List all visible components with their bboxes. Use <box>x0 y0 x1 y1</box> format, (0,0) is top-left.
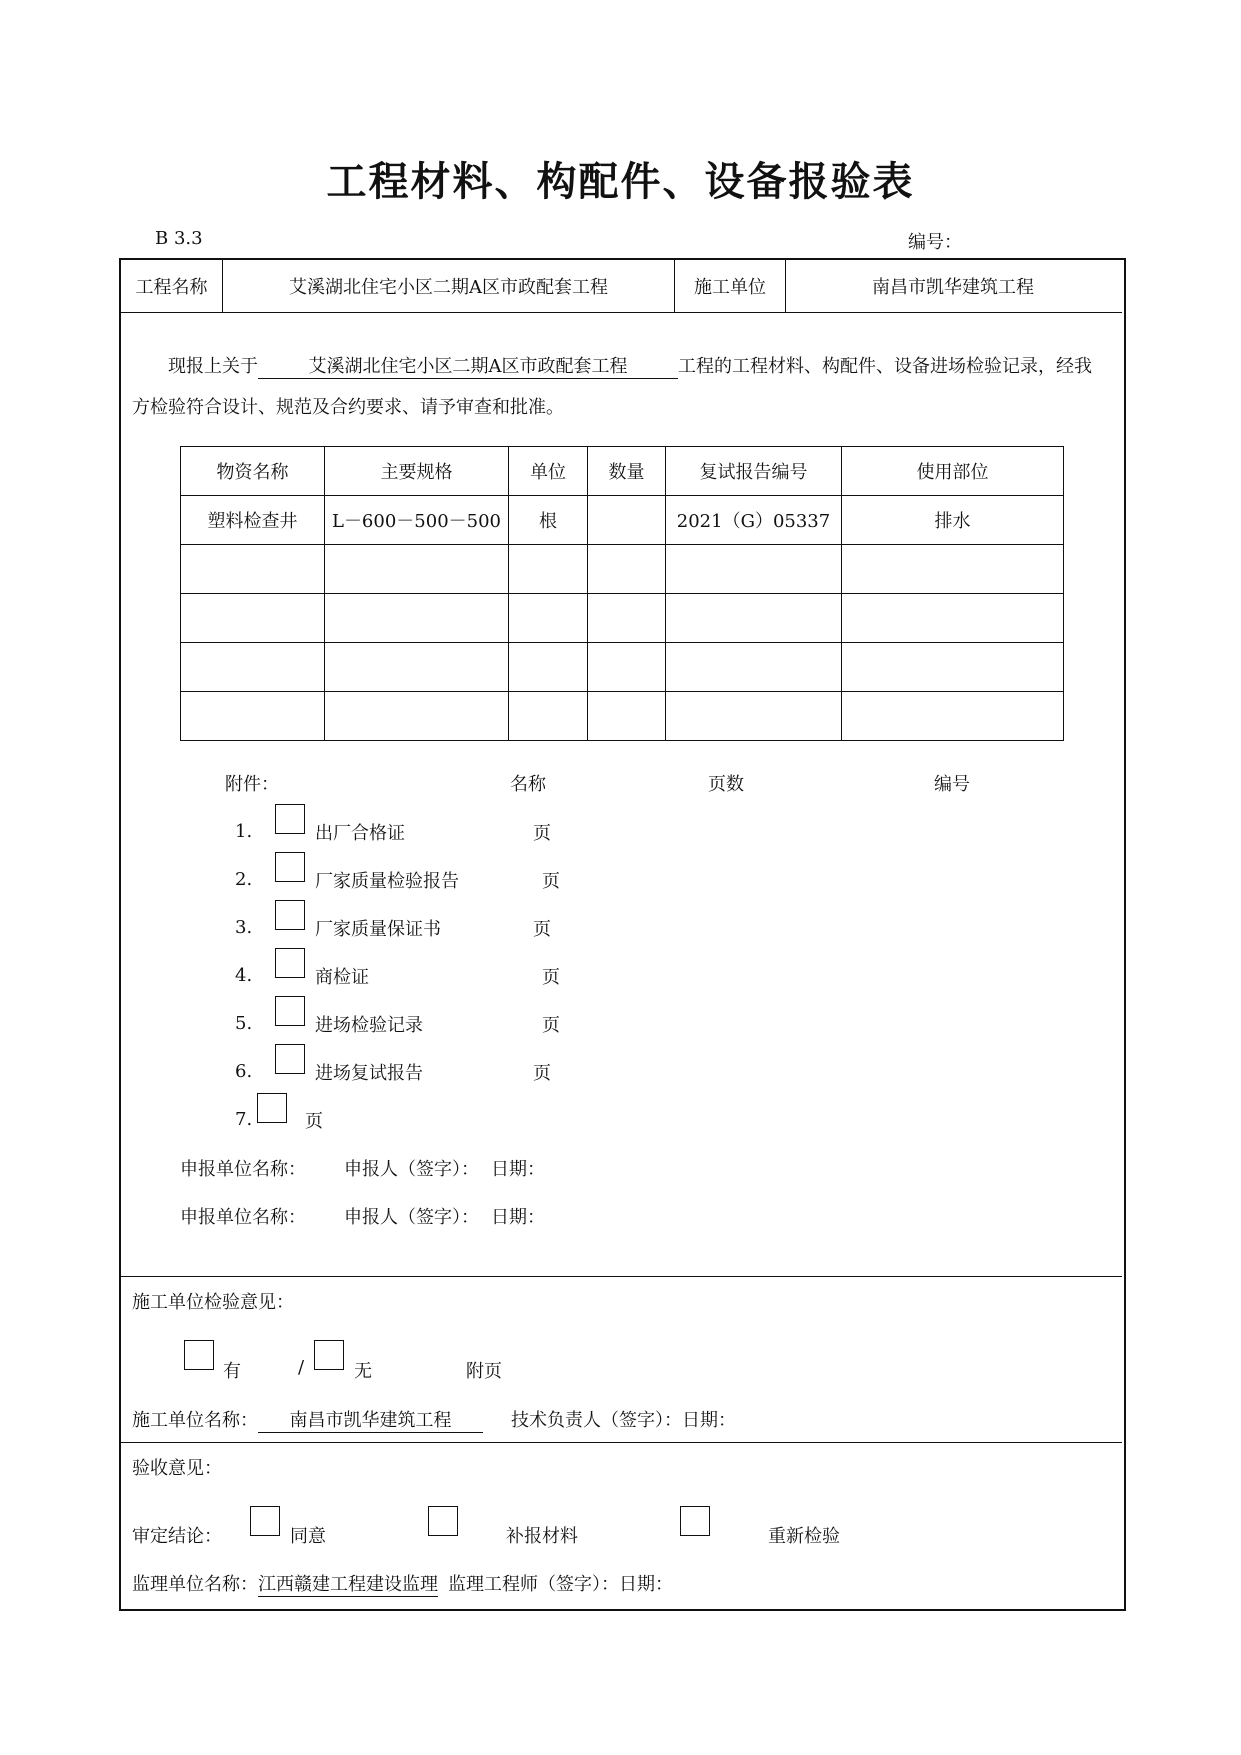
contractor-signature-line <box>132 1406 736 1433</box>
attachment-name: 厂家质量保证书 <box>315 919 441 940</box>
col-header-usage: 使用部位 <box>842 447 1064 496</box>
attachment-checkbox[interactable] <box>275 804 305 834</box>
col-header-quantity: 数量 <box>588 447 666 496</box>
has-attachment-checkbox[interactable] <box>184 1340 214 1370</box>
header-divider <box>121 312 1122 313</box>
cell-quantity <box>588 545 666 594</box>
cell-unit <box>509 594 588 643</box>
contractor-opinion-label: 施工单位检验意见： <box>132 1292 294 1313</box>
attachment-checkbox[interactable] <box>275 852 305 882</box>
cell-material <box>181 545 325 594</box>
cell-material <box>181 692 325 741</box>
cell-quantity <box>588 496 666 545</box>
attachment-pages: 页 <box>542 1015 560 1036</box>
col-header-report-number: 复试报告编号 <box>666 447 842 496</box>
serial-number-label: 编号： <box>908 232 962 253</box>
attachments-col-number: 编号 <box>934 774 970 795</box>
col-header-unit: 单位 <box>509 447 588 496</box>
supplement-label: 补报材料 <box>506 1526 578 1547</box>
col-header-material: 物资名称 <box>181 447 325 496</box>
attachment-number: 2. <box>235 869 253 890</box>
agree-label: 同意 <box>290 1526 326 1547</box>
form-code: B 3.3 <box>155 228 203 249</box>
cell-usage <box>842 692 1064 741</box>
attachments-col-pages: 页数 <box>708 774 744 795</box>
tech-lead-signature-label: 技术负责人（签字）：日期： <box>511 1410 736 1431</box>
cell-report-number <box>666 594 842 643</box>
attachment-name: 商检证 <box>315 967 369 988</box>
attachment-pages: 页 <box>305 1111 323 1132</box>
attachment-checkbox[interactable] <box>275 900 305 930</box>
table-row <box>181 692 1064 741</box>
cell-usage <box>842 643 1064 692</box>
attachment-name: 厂家质量检验报告 <box>315 871 459 892</box>
supervisor-unit-label: 监理单位名称： <box>132 1574 258 1595</box>
declare-date-label: 日期： <box>491 1159 545 1180</box>
cell-spec: L－600－500－500 <box>325 496 509 545</box>
attachments-label: 附件： <box>225 774 279 795</box>
agree-checkbox[interactable] <box>250 1506 280 1536</box>
attachment-checkbox[interactable] <box>275 948 305 978</box>
report-paragraph-line2: 方检验符合设计、规范及合约要求、请予审查和批准。 <box>132 397 564 418</box>
cell-usage <box>842 545 1064 594</box>
attachment-number: 1. <box>235 821 253 842</box>
acceptance-label: 验收意见： <box>132 1458 222 1479</box>
cell-usage: 排水 <box>842 496 1064 545</box>
project-name-label: 工程名称 <box>135 277 208 298</box>
engineer-signature-label: 监理工程师（签字）：日期： <box>448 1574 673 1595</box>
cell-spec <box>325 545 509 594</box>
cell-material: 塑料检查井 <box>181 496 325 545</box>
cell-report-number: 2021（G）05337 <box>666 496 842 545</box>
table-row <box>181 594 1064 643</box>
cell-report-number <box>666 545 842 594</box>
declare-date-label: 日期： <box>491 1207 545 1228</box>
attachments-col-name: 名称 <box>510 774 546 795</box>
section-divider <box>121 1276 1122 1277</box>
supervisor-unit-value: 江西赣建工程建设监理 <box>258 1570 438 1597</box>
materials-header-row <box>181 447 1064 496</box>
cell-report-number <box>666 643 842 692</box>
attachment-checkbox[interactable] <box>257 1093 287 1123</box>
cell-spec <box>325 594 509 643</box>
attachment-number: 3. <box>235 917 253 938</box>
supervisor-signature-line <box>132 1570 673 1597</box>
cell-usage <box>842 594 1064 643</box>
reinspect-checkbox[interactable] <box>680 1506 710 1536</box>
declare-line <box>180 1155 545 1181</box>
contractor-unit-value: 南昌市凯华建筑工程 <box>258 1406 483 1433</box>
cell-spec <box>325 692 509 741</box>
table-row <box>181 545 1064 594</box>
slash-separator: / <box>298 1357 305 1378</box>
document-title: 工程材料、构配件、设备报验表 <box>326 159 915 205</box>
contractor-unit-label: 施工单位名称： <box>132 1410 258 1431</box>
attachment-name: 进场复试报告 <box>315 1063 423 1084</box>
attachment-pages: 页 <box>533 1063 551 1084</box>
cell-material <box>181 643 325 692</box>
attachment-name: 进场检验记录 <box>315 1015 423 1036</box>
col-header-spec: 主要规格 <box>325 447 509 496</box>
report-prefix: 现报上关于 <box>168 356 258 377</box>
supplement-checkbox[interactable] <box>428 1506 458 1536</box>
cell-unit: 根 <box>509 496 588 545</box>
attach-page-label: 附页 <box>466 1361 502 1382</box>
cell-quantity <box>588 594 666 643</box>
materials-table <box>180 446 1064 741</box>
attachment-pages: 页 <box>533 919 551 940</box>
table-row <box>181 496 1064 545</box>
cell-quantity <box>588 692 666 741</box>
conclusion-label: 审定结论： <box>132 1526 222 1547</box>
attachment-checkbox[interactable] <box>275 996 305 1026</box>
report-paragraph-line1 <box>168 352 1092 379</box>
has-label: 有 <box>223 1361 241 1382</box>
declare-unit-label: 申报单位名称： <box>180 1207 306 1228</box>
attachment-number: 7. <box>235 1109 253 1130</box>
cell-material <box>181 594 325 643</box>
cell-unit <box>509 545 588 594</box>
attachment-name: 出厂合格证 <box>315 823 405 844</box>
attachment-pages: 页 <box>542 967 560 988</box>
report-suffix: 工程的工程材料、构配件、设备进场检验记录，经我 <box>678 356 1092 377</box>
cell-report-number <box>666 692 842 741</box>
attachment-number: 6. <box>235 1061 253 1082</box>
contractor-value: 南昌市凯华建筑工程 <box>872 277 1034 298</box>
attachment-pages: 页 <box>533 823 551 844</box>
section-divider <box>121 1442 1122 1443</box>
declare-person-label: 申报人（签字）： <box>344 1207 479 1228</box>
cell-quantity <box>588 643 666 692</box>
cell-spec <box>325 643 509 692</box>
attachment-checkbox[interactable] <box>275 1044 305 1074</box>
project-name-value: 艾溪湖北住宅小区二期A区市政配套工程 <box>289 277 608 298</box>
no-attachment-checkbox[interactable] <box>314 1340 344 1370</box>
cell-unit <box>509 643 588 692</box>
declare-line <box>180 1203 545 1229</box>
contractor-label: 施工单位 <box>694 277 766 298</box>
declare-unit-label: 申报单位名称： <box>180 1159 306 1180</box>
table-row <box>181 643 1064 692</box>
report-project-name: 艾溪湖北住宅小区二期A区市政配套工程 <box>258 352 678 379</box>
reinspect-label: 重新检验 <box>768 1526 840 1547</box>
cell-unit <box>509 692 588 741</box>
attachment-pages: 页 <box>542 871 560 892</box>
none-label: 无 <box>354 1361 372 1382</box>
attachment-number: 5. <box>235 1013 253 1034</box>
attachment-number: 4. <box>235 965 253 986</box>
declare-person-label: 申报人（签字）： <box>344 1159 479 1180</box>
